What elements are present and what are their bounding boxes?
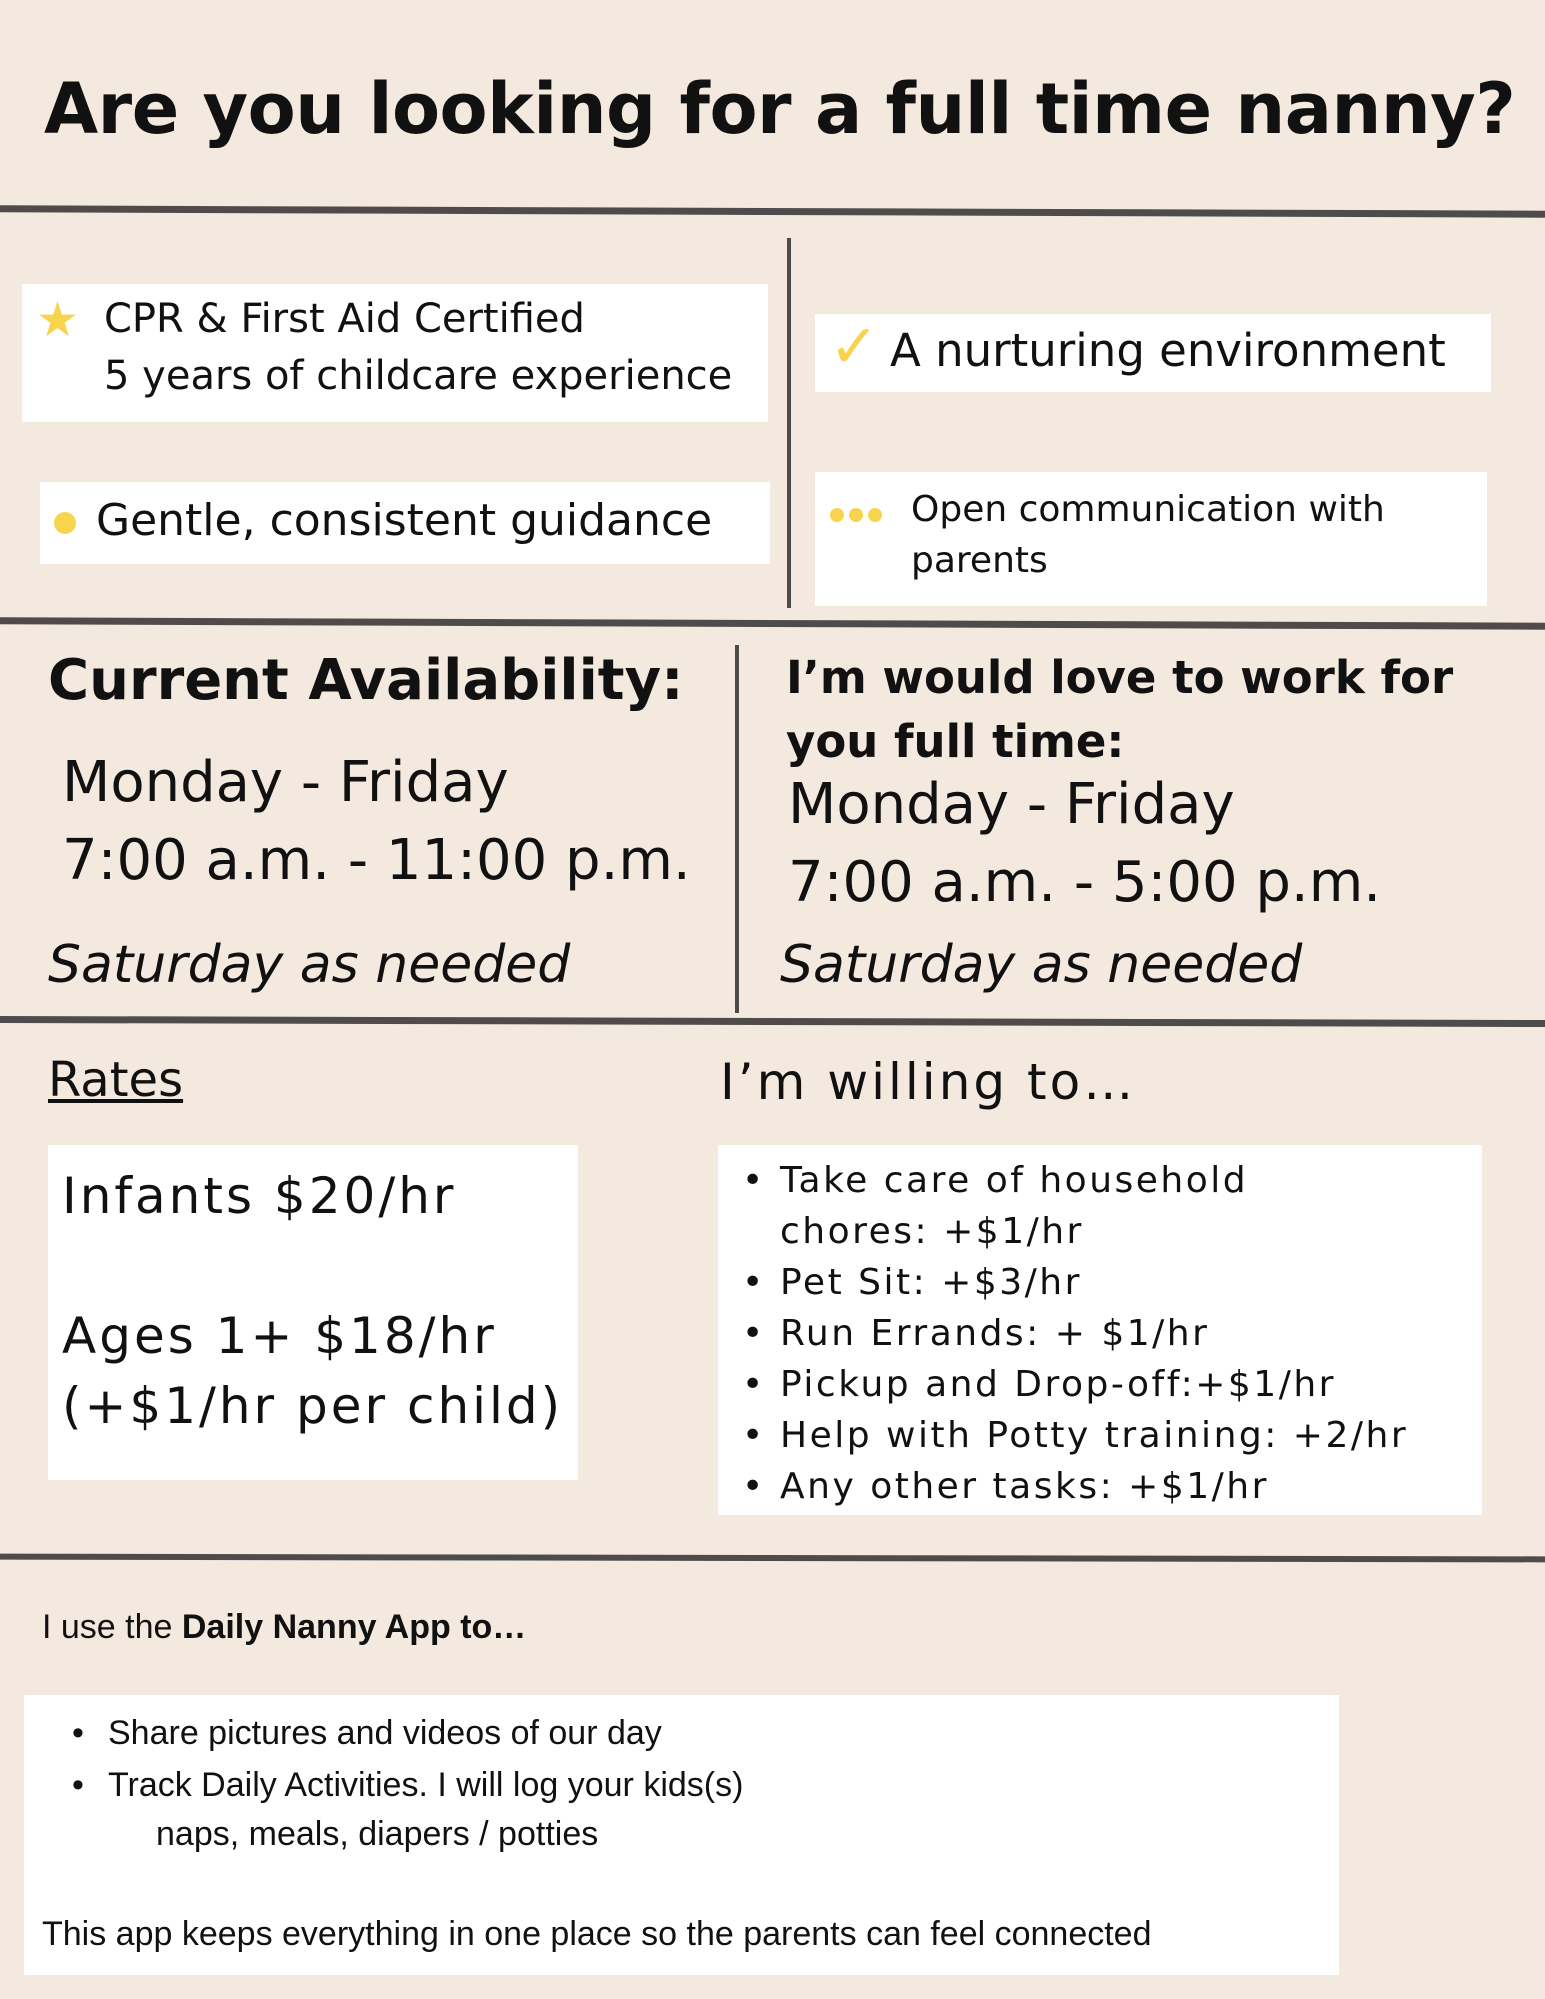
fulltime-days: Monday - Friday — [788, 772, 1235, 837]
willing-card — [718, 1145, 1482, 1515]
feature-communication: Open communication with — [911, 489, 1385, 530]
fulltime-saturday: Saturday as needed — [780, 935, 1303, 995]
list-item: • Run Errands: + $1/hr — [742, 1308, 1408, 1359]
current-hours: 7:00 a.m. - 11:00 p.m. — [62, 828, 691, 893]
fulltime-title-line1: I’m would love to work for — [786, 651, 1454, 704]
divider-rates-bottom — [0, 1554, 1545, 1563]
feature-card-guidance — [40, 482, 770, 564]
app-list — [72, 1707, 743, 1811]
app-card — [24, 1695, 1339, 1975]
list-item: • Share pictures and videos of our day — [72, 1707, 743, 1759]
app-footer: This app keeps everything in one place so the parents can feel connected — [42, 1915, 1152, 1953]
rate-infants: Infants $20/hr — [62, 1167, 457, 1225]
feature-certification: CPR & First Aid Certified — [104, 296, 585, 342]
feature-guidance: Gentle, consistent guidance — [96, 495, 713, 546]
list-item: • Take care of household — [742, 1155, 1408, 1206]
feature-nurturing: A nurturing environment — [890, 324, 1446, 377]
list-item: • Track Daily Activities. I will log your kids(s) — [72, 1759, 743, 1811]
app-intro — [42, 1608, 526, 1647]
feature-card-communication — [815, 472, 1487, 606]
fulltime-hours: 7:00 a.m. - 5:00 p.m. — [788, 850, 1382, 915]
list-item: • Pickup and Drop-off:+$1/hr — [742, 1359, 1408, 1410]
divider-availability-vertical — [735, 645, 739, 1013]
app-item-continuation: naps, meals, diapers / potties — [156, 1815, 599, 1853]
willing-heading: I’m willing to… — [720, 1053, 1137, 1111]
divider-availability-bottom — [0, 1016, 1545, 1027]
divider-top — [0, 205, 1545, 217]
list-item-continuation: chores: +$1/hr — [780, 1211, 1084, 1252]
feature-card-nurturing — [815, 314, 1491, 392]
divider-features-vertical — [787, 238, 791, 608]
willing-list — [742, 1155, 1408, 1512]
page-title: Are you looking for a full time nanny? — [44, 68, 1516, 150]
rates-heading: Rates — [48, 1052, 184, 1108]
current-saturday: Saturday as needed — [48, 935, 571, 995]
dot-icon — [54, 512, 76, 534]
rate-extra-child: (+$1/hr per child) — [62, 1377, 564, 1435]
app-intro-prefix: I use the — [42, 1608, 182, 1646]
app-name: Daily Nanny App to… — [181, 1608, 527, 1646]
current-days: Monday - Friday — [62, 750, 509, 815]
list-item: • Any other tasks: +$1/hr — [742, 1461, 1408, 1512]
rates-card — [48, 1145, 578, 1480]
current-availability-title: Current Availability: — [48, 648, 684, 713]
feature-communication-cont: parents — [911, 540, 1048, 581]
star-icon: ★ — [36, 292, 80, 348]
fulltime-title — [786, 646, 1453, 774]
divider-features-bottom — [0, 617, 1545, 629]
ellipsis-icon — [830, 507, 887, 526]
feature-card-certification — [22, 284, 768, 422]
fulltime-title-line2: you full time: — [786, 715, 1125, 768]
check-icon: ✓ — [829, 312, 880, 382]
list-item: • Help with Potty training: +2/hr — [742, 1410, 1408, 1461]
feature-experience: 5 years of childcare experience — [104, 353, 733, 399]
list-item: • Pet Sit: +$3/hr — [742, 1257, 1408, 1308]
rate-ages: Ages 1+ $18/hr — [62, 1307, 497, 1365]
